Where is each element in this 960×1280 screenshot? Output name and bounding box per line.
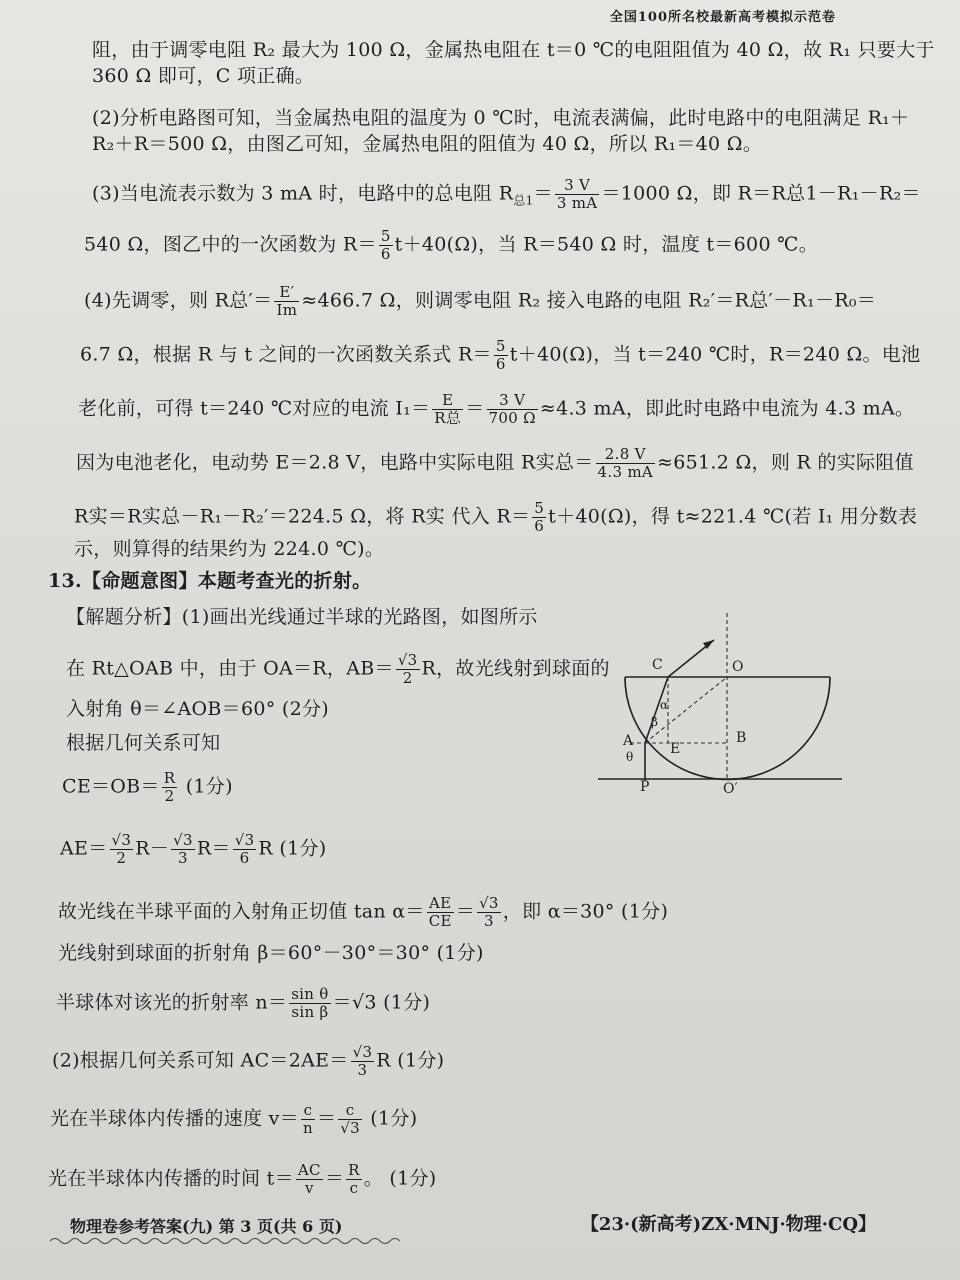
numerator: c [338,1102,362,1120]
numerator: 5 [495,337,506,355]
text-segment: R＝ [196,837,231,860]
fraction [162,770,178,805]
denominator: 2 [402,669,413,687]
denominator: √3 [340,1119,360,1137]
text-line-7 [84,284,876,319]
text-line-9 [78,392,914,427]
denominator: 700 Ω [488,409,536,427]
label-A: A [623,733,634,749]
fraction [532,500,546,535]
text-line-23 [52,1044,444,1079]
denominator: 3 mA [556,194,598,212]
subscript: 总1 [513,193,534,208]
fraction [301,1102,315,1137]
text-line-19 [60,832,326,867]
denominator: 6 [380,245,391,263]
fraction [296,1162,323,1197]
fraction [171,832,195,867]
text-segment: 故光线在半球平面的入射角正切值 tan α＝ [58,900,425,923]
label-C: C [652,657,663,673]
text-segment: 半球体对该光的折射率 n＝ [56,991,288,1014]
numerator: √3 [173,831,193,849]
fraction [396,652,420,687]
numerator: √3 [397,651,418,669]
numerator: 5 [534,499,545,517]
numerator: √3 [352,1043,373,1061]
question-13-title: 13.【命题意图】本题考查光的折射。 [48,570,372,592]
denominator: 6 [534,517,545,535]
text-line-20 [58,895,668,930]
denominator: 6 [495,355,506,373]
text-segment: ＝1000 Ω，即 R＝R总1－R₁－R₂＝ [601,182,921,205]
denominator: sin β [291,1003,329,1021]
text-line-10 [76,446,914,481]
numerator: √3 [111,831,132,849]
text-segment: t＋40(Ω)，得 t≈221.4 ℃(若 I₁ 用分数表 [548,505,918,528]
text-segment: R，故光线射到球面的 [421,657,610,680]
text-segment: ≈466.7 Ω，则调零电阻 R₂ 接入电路的电阻 R₂′＝R总′－R₁－R₀＝ [301,289,877,312]
text-line-6 [84,228,818,263]
text-line-25 [48,1162,437,1197]
denominator: 6 [239,849,250,867]
text-segment: 光在半球体内传播的速度 v＝ [50,1107,299,1130]
label-theta: θ [626,750,634,764]
text-segment: (4)先调零，则 R总′＝ [84,289,273,312]
fraction [427,895,454,930]
fraction [233,832,257,867]
numerator: AC [297,1161,321,1179]
denominator: c [349,1179,359,1197]
text-segment: 。 (1分) [363,1167,437,1190]
text-line-2: 360 Ω 即可，C 项正确。 [92,65,315,87]
denominator: 3 [357,1061,368,1079]
fraction [274,284,299,319]
text-segment: R (1分) [258,837,327,860]
numerator: √3 [479,894,499,912]
text-segment: 在 Rt△OAB 中，由于 OA＝R，AB＝ [66,657,394,680]
text-segment: ，即 α＝30° (1分) [502,900,669,923]
numerator: 2.8 V [596,446,655,464]
numerator: c [301,1102,315,1120]
text-line-11 [74,500,917,535]
text-segment: 6.7 Ω，根据 R 与 t 之间的一次函数关系式 R＝ [80,343,492,366]
text-segment: ≈4.3 mA，即此时电路中电流为 4.3 mA。 [539,397,915,420]
numerator: R [348,1161,360,1179]
label-beta: β [651,715,658,729]
text-segment: R (1分) [376,1049,445,1072]
label-O: O [732,659,744,675]
fraction [338,1102,362,1137]
text-segment: ＝ [324,1167,345,1190]
label-alpha: α [660,698,669,712]
text-line-1: 阻，由于调零电阻 R₂ 最大为 100 Ω，金属热电阻在 t＝0 ℃的电阻阻值为 40 Ω，故 R₁ 只要大于 [92,39,935,61]
denominator: R总 [434,409,462,427]
denominator: 3 [483,912,494,930]
numerator: sin θ [291,985,329,1003]
numerator: 3 V [555,177,600,195]
text-segment: ＝√3 (1分) [332,991,431,1014]
text-segment: 540 Ω，图乙中的一次函数为 R＝ [84,233,377,256]
footer-wavy-underline [50,1236,410,1246]
footer-page-info: 物理卷参考答案(九) 第 3 页(共 6 页) [70,1217,343,1236]
text-segment: ＝ [455,900,476,923]
label-E: E [670,741,681,757]
text-line-5 [92,177,921,213]
numerator: R [163,769,176,787]
label-B: B [736,730,747,746]
text-segment: ＝ [316,1107,337,1130]
fraction [432,392,463,427]
text-segment: ＝ [533,182,553,205]
text-segment: ≈651.2 Ω，则 R 的实际阻值 [657,451,914,474]
hemisphere-light-path-diagram [590,605,850,795]
text-line-16: 入射角 θ＝∠AOB＝60° (2分) [66,698,329,720]
label-O-prime: O′ [723,781,738,795]
numerator: 5 [380,227,391,245]
denominator: n [302,1119,313,1137]
numerator: E [432,392,463,410]
text-line-8 [80,338,920,373]
denominator: 4.3 mA [597,463,654,481]
text-line-4: R₂＋R＝500 Ω，由图乙可知，金属热电阻的阻值为 40 Ω，所以 R₁＝40 Ω。 [92,133,763,155]
fraction [351,1044,375,1079]
text-line-17: 根据几何关系可知 [66,732,221,754]
denominator: v [304,1179,314,1197]
text-line-15 [66,652,610,687]
fraction [289,986,330,1021]
text-segment: t＋40(Ω)，当 t＝240 ℃时，R＝240 Ω。电池 [509,343,921,366]
text-segment: (1分) [363,1107,418,1130]
fraction [596,446,655,481]
text-segment: (2)根据几何关系可知 AC＝2AE＝ [52,1049,349,1072]
text-segment: 老化前，可得 t＝240 ℃对应的电流 I₁＝ [78,397,431,420]
text-segment: 光在半球体内传播的时间 t＝ [48,1167,294,1190]
text-segment: R－ [135,837,170,860]
series-header: 全国100所名校最新高考模拟示范卷 [609,10,836,25]
numerator: AE [427,895,454,913]
text-segment: (3)当电流表示数为 3 mA 时，电路中的总电阻 R [92,182,514,205]
text-line-22 [56,986,430,1021]
denominator: CE [428,912,452,930]
denominator: 2 [164,787,175,805]
fraction [379,228,393,263]
text-segment: ＝ [465,397,485,420]
text-line-12: 示，则算得的结果约为 224.0 ℃)。 [74,538,385,560]
footer-exam-code: 【23·(新高考)ZX·MNJ·物理·CQ】 [580,1214,876,1235]
denominator: 3 [178,849,188,867]
fraction [110,832,134,867]
fraction [555,177,600,212]
numerator: 3 V [487,392,538,410]
denominator: 2 [116,849,127,867]
fraction [494,338,508,373]
label-P: P [640,779,650,795]
text-segment: (1分) [179,775,233,798]
text-segment: t＋40(Ω)，当 R＝540 Ω 时，温度 t＝600 ℃。 [394,233,819,256]
text-line-3: (2)分析电路图可知，当金属热电阻的温度为 0 ℃时，电流表满偏，此时电路中的电阻满足 R₁＋ [92,107,910,129]
text-segment: 因为电池老化，电动势 E＝2.8 V，电路中实际电阻 R实总＝ [76,451,594,474]
fraction [477,895,501,930]
text-segment: R实＝R实总－R₁－R₂′＝224.5 Ω，将 R实 代入 R＝ [74,505,531,528]
denominator: Im [276,301,298,319]
text-segment: AE＝ [60,837,108,860]
fraction [346,1162,362,1197]
solution-heading: 【解题分析】(1)画出光线通过半球的光路图，如图所示 [66,606,538,628]
numerator: E′ [274,284,299,302]
numerator: √3 [234,831,255,849]
text-line-24 [50,1102,417,1137]
text-line-18 [62,770,233,805]
fraction [487,392,538,427]
text-segment: CE＝OB＝ [62,775,160,798]
text-line-21: 光线射到球面的折射角 β＝60°－30°＝30° (1分) [58,942,484,964]
